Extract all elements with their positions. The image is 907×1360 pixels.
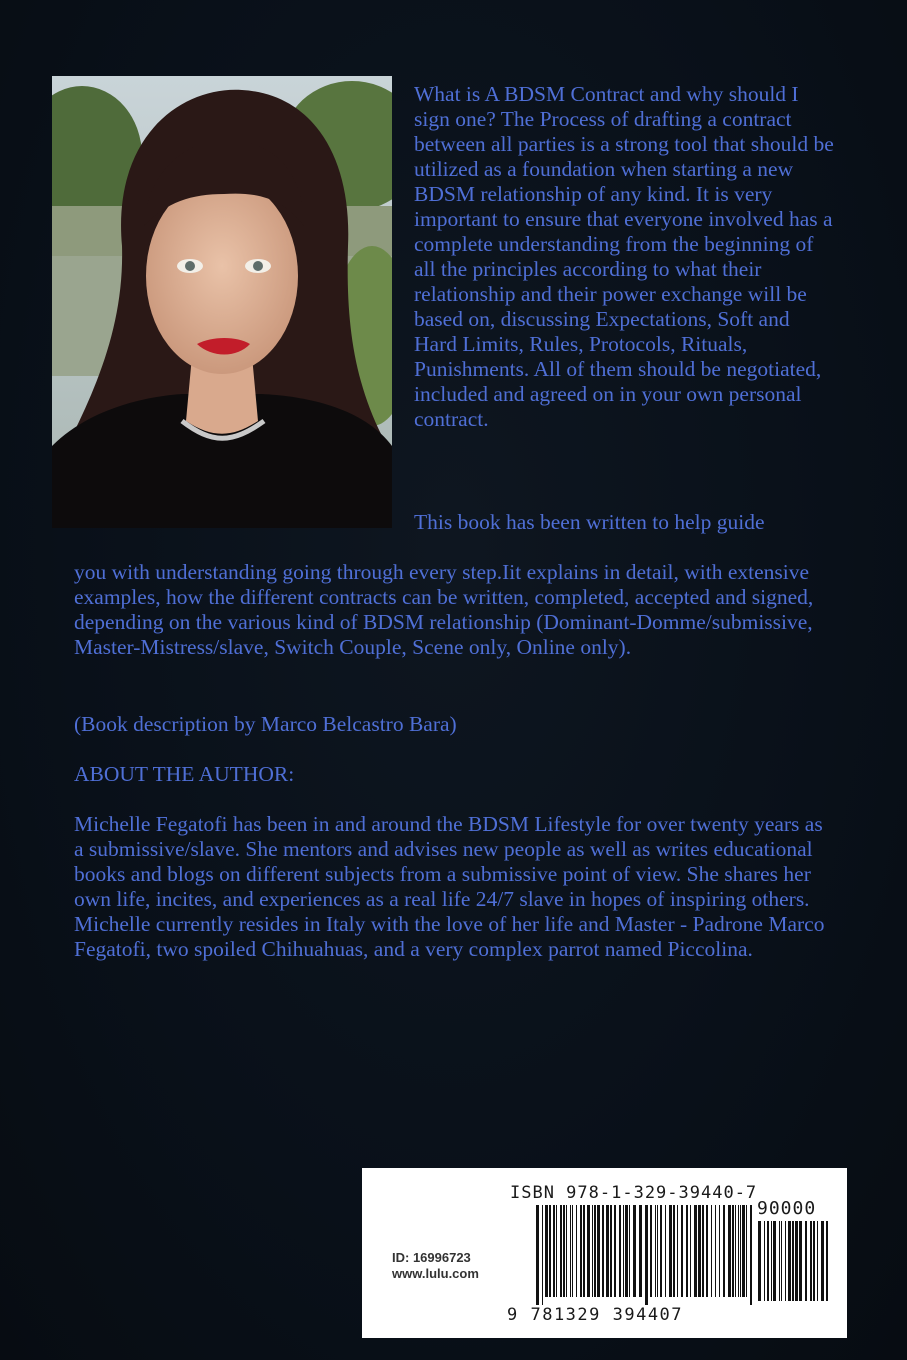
barcode-bar bbox=[576, 1205, 577, 1297]
barcode-bar bbox=[602, 1205, 604, 1297]
barcode-bar bbox=[746, 1205, 747, 1297]
barcode-bar bbox=[625, 1205, 628, 1297]
barcode-box bbox=[362, 1168, 847, 1338]
author-portrait-illustration bbox=[52, 76, 392, 528]
price-code: 90000 bbox=[757, 1198, 817, 1219]
barcode-bar bbox=[583, 1205, 585, 1297]
barcode-bar bbox=[732, 1205, 734, 1297]
barcode-bar bbox=[587, 1205, 590, 1297]
barcode-bar bbox=[719, 1205, 720, 1297]
barcode-bar bbox=[549, 1205, 551, 1297]
barcode-bar bbox=[572, 1205, 573, 1297]
barcode-bar bbox=[728, 1205, 731, 1297]
barcode-bar bbox=[650, 1205, 652, 1297]
barcode-bar bbox=[795, 1221, 798, 1301]
barcode-bar bbox=[681, 1205, 683, 1297]
barcode-bar bbox=[686, 1205, 688, 1297]
barcode-bar bbox=[614, 1205, 616, 1297]
barcode-bar bbox=[788, 1221, 791, 1301]
barcode-bar bbox=[781, 1221, 782, 1301]
barcode-bar bbox=[771, 1221, 772, 1301]
barcode-bar bbox=[694, 1205, 697, 1297]
barcode-bar bbox=[639, 1205, 642, 1297]
barcode-bar bbox=[606, 1205, 609, 1297]
barcode-bar bbox=[805, 1221, 807, 1301]
ean-number: 9 781329 394407 bbox=[507, 1305, 684, 1325]
barcode-bar bbox=[817, 1221, 818, 1301]
barcode-bar bbox=[594, 1205, 596, 1297]
book-description-guide-first-line: This book has been written to help guide bbox=[414, 510, 765, 534]
barcode-bar bbox=[669, 1205, 672, 1297]
barcode-bar bbox=[810, 1221, 812, 1301]
barcode-bar bbox=[592, 1205, 593, 1297]
barcode-bar bbox=[690, 1205, 691, 1297]
lulu-website: www.lulu.com bbox=[392, 1266, 479, 1281]
barcode-bar bbox=[580, 1205, 582, 1297]
barcode-bar bbox=[556, 1205, 557, 1297]
barcode-bar bbox=[792, 1221, 794, 1301]
barcode-bar bbox=[706, 1205, 708, 1297]
about-author-heading: ABOUT THE AUTHOR: bbox=[74, 762, 295, 786]
book-description-intro: What is A BDSM Contract and why should I sign one? The Process of drafting a contract between all parties is a strong tool that should be utilized as a foundation when starting a new BDSM relationship of any kind. It is very important to ensure that everyone involved has a complete understanding from the beginning of all the principles according to what their relationship and their power exchange will be based on, discussing Expectations, Soft and Hard Limits, Rules, Protocols, Rituals, Punishments. All of them should be negotiated, included and agreed on in your own personal contract. bbox=[414, 82, 834, 431]
barcode-bar bbox=[767, 1221, 769, 1301]
lulu-id: ID: 16996723 bbox=[392, 1250, 471, 1265]
barcode-bar bbox=[673, 1205, 675, 1297]
barcode-bar bbox=[758, 1221, 761, 1301]
barcode-bar bbox=[738, 1205, 739, 1297]
barcode-bar bbox=[742, 1205, 745, 1297]
barcode-bar bbox=[702, 1205, 704, 1297]
barcode-bar bbox=[629, 1205, 630, 1297]
barcode-bar bbox=[536, 1205, 539, 1305]
barcode-bar bbox=[633, 1205, 636, 1297]
barcode-bar bbox=[665, 1205, 666, 1297]
barcode-bar bbox=[566, 1205, 567, 1297]
barcode-bar bbox=[735, 1205, 736, 1297]
barcode-bar bbox=[545, 1205, 548, 1297]
barcode-bar bbox=[785, 1221, 786, 1301]
barcode-bar bbox=[660, 1205, 662, 1297]
barcode-bar bbox=[698, 1205, 701, 1297]
barcode-bar bbox=[560, 1205, 562, 1297]
barcode-bar bbox=[715, 1205, 716, 1297]
barcode-bar bbox=[750, 1205, 752, 1305]
barcode-bar bbox=[645, 1205, 648, 1305]
barcode-bar bbox=[779, 1221, 780, 1301]
barcode-bar bbox=[821, 1221, 824, 1301]
barcode-bar bbox=[657, 1205, 658, 1297]
barcode-bar bbox=[711, 1205, 712, 1297]
barcode-bar bbox=[570, 1205, 571, 1297]
barcode-bar bbox=[799, 1221, 802, 1301]
barcode-bar bbox=[764, 1221, 765, 1301]
barcode-bar bbox=[813, 1221, 815, 1301]
lulu-id-block bbox=[392, 1250, 479, 1282]
barcode-bar bbox=[597, 1205, 600, 1297]
isbn-barcode bbox=[536, 1205, 752, 1305]
barcode-bar bbox=[655, 1205, 656, 1297]
barcode-bar bbox=[610, 1205, 612, 1297]
barcode-bar bbox=[619, 1205, 621, 1297]
barcode-bar bbox=[826, 1221, 828, 1301]
barcode-bar bbox=[623, 1205, 624, 1297]
price-addon-barcode bbox=[758, 1221, 830, 1301]
barcode-bar bbox=[677, 1205, 678, 1297]
author-photo bbox=[52, 76, 392, 528]
isbn-label: ISBN 978-1-329-39440-7 bbox=[510, 1183, 758, 1203]
barcode-bar bbox=[542, 1205, 543, 1305]
barcode-bar bbox=[773, 1221, 776, 1301]
barcode-bar bbox=[723, 1205, 725, 1297]
author-bio: Michelle Fegatofi has been in and around the BDSM Lifestyle for over twenty years as a submissive/slave. She mentors and advises new people as well as writes educational books and blogs on different subjects from a submissive point of view. She shares her own life, incites, and experiences as a real life 24/7 slave in hopes of inspiring others. Michelle currently resides in Italy with the love of her life and Master - Padrone Marco Fegatofi, two spoiled Chihuahuas, and a very complex parrot named Piccolina. bbox=[74, 812, 825, 961]
description-credit: (Book description by Marco Belcastro Bara) bbox=[74, 712, 457, 736]
barcode-bar bbox=[553, 1205, 555, 1297]
barcode-bar bbox=[740, 1205, 741, 1297]
book-description-guide: you with understanding going through every step.Iit explains in detail, with extensive examples, how the different contracts can be written, completed, accepted and signed, depending on the various kind of BDSM relationship (Dominant-Domme/submissive, Master-Mistress/slave, Switch Couple, Scene only, Online only). bbox=[74, 560, 814, 659]
barcode-bar bbox=[563, 1205, 565, 1297]
